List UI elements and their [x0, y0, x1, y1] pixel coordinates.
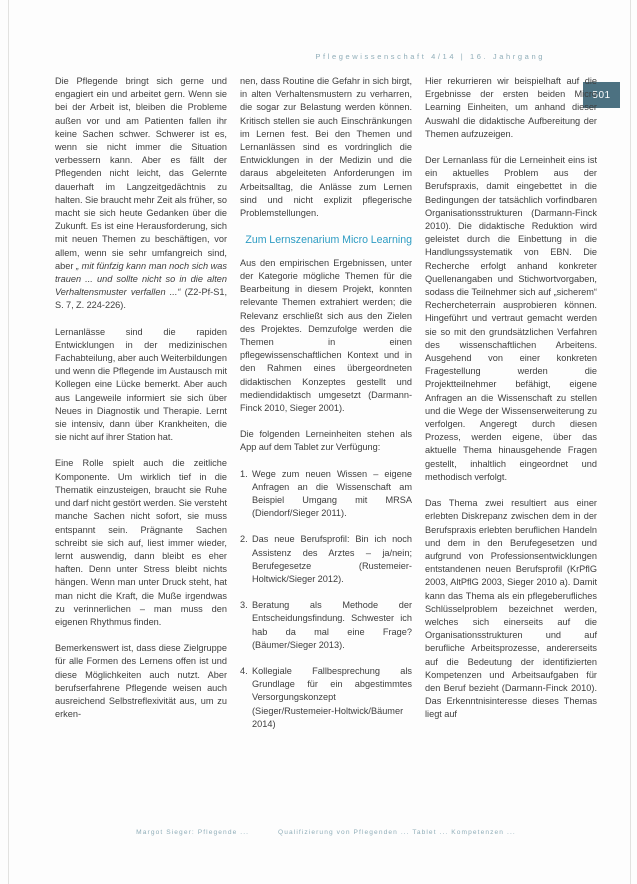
page-edge-right [630, 0, 631, 884]
footer-author: Margot Sieger: Pflegende ... [136, 829, 250, 836]
list-text: Wege zum neuen Wissen – eigene Anfragen an die Wissenschaft am Beispiel Umgang mit MRSA (Diendorf/Sieger 2011). [252, 468, 412, 519]
journal-header: Pflegewissenschaft 4/14 | 16. Jahrgang [315, 52, 545, 61]
list-number: 3. [240, 600, 248, 611]
column-3 [425, 75, 597, 744]
list-number: 4. [240, 666, 248, 677]
list-item-3 [240, 599, 412, 652]
paragraph: Aus den empirischen Ergebnissen, unter der Kategorie mögliche Themen für die Bearbeitung in diesem Projekt, konnten relevante Themen extrahiert werden; die Relevanz erschließt sich aus den Zielen des Projektes. Demzufolge werden die Themen in einen pflegewissenschaftlichen Kontext und in den Rahmen eines übergeordneten didaktischen Konzeptes gestellt und mediendidaktisch umgesetzt (Darmann-Finck 2010, Sieger 2001). [240, 257, 412, 413]
column-1 [55, 75, 227, 744]
list-number: 2. [240, 534, 248, 545]
citation: (Z2-Pf-S1, S. 7, Z. 224-226). [55, 287, 227, 311]
list-text: Das neue Berufsprofil: Bin ich noch Assistenz des Arztes – ja/nein; Berufegesetze (Rustemeier-Holtwick/Sieger 2012). [252, 534, 412, 584]
paragraph: Der Lernanlass für die Lerneinheit eins ist ein aktuelles Problem aus der Berufspraxis, damit eingebettet in die Bedingungen der tatsächlich vorfindbaren Organisationsstrukturen (Darmann-Finck 2010). Die didaktische Reduktion wird geleistet durch die Einbettung in die Handlungssystematik von EBN. Die Recherche erfolgt anhand konkreter Quellenangaben und Stichwortvorgaben, sodass die Teilnehmer sich auf „sicherem“ Rechercheterrain ausprobieren können. Hingeführt und vertraut gemacht werden sie so mit den grundsätzlichen Verfahren des wissenschaftlichen Arbeitens. Ausgehend von einer konkreten Fragestellung werden die Projektteilnehmer befähigt, eigene Anfragen an die Wissenschaft zu stellen und die Wege der Wissenserweiterung zu verfolgen. Angeregt durch diesen Prozess, werden eigene, über das aktuelle Thema hinausgehende Fragen gestellt, inhaltlich eingeordnet und methodisch verfolgt. [425, 155, 597, 482]
list-text: Beratung als Methode der Entscheidungsfindung. Schwester ich hab da mal eine Frage? (Bäumer/Sieger 2013). [252, 600, 412, 650]
paragraph: Bemerkenswert ist, dass diese Zielgruppe für alle Formen des Lernens offen ist und diese Möglichkeiten auch nutzt. Aber berufserfahrene Pflegende weisen auch ausreichend Selbstreflexivität aus, um zu erken- [55, 643, 227, 720]
paragraph [55, 75, 227, 313]
paragraph: Das Thema zwei resultiert aus einer erlebten Diskrepanz zwischen dem in der Berufspraxis erlebten beruflichen Handeln und dem in den Berufegesetzen und aufgrund von Professionsentwicklungen entstandenen neuen Berufsprofil (KrPflG 2003, AltPflG 2003, Sieger 2010 a). Damit kann das Thema als ein pflegeberufliches Schlüsselproblem bezeichnet werden, welches sich einerseits auf die Organisationsstrukturen und auf berufliche Arbeitsprozesse, andererseits auf die Bedeutung der identifizierten Kompetenzen und Arbeitsaufgaben für den Beruf bezieht (Darmann-Finck 2010). Das Erkenntnisinteresse dieses Themas liegt auf [425, 498, 597, 720]
page-edge-left [8, 0, 9, 884]
paragraph: Hier rekurrieren wir beispielhaft auf die Ergebnisse der ersten beiden Micro Learning Einheiten, um anhand dieser Auswahl die didaktische Aufbereitung der Themen aufzuzeigen. [425, 76, 597, 139]
article-body [55, 75, 597, 744]
paragraph: Eine Rolle spielt auch die zeitliche Komponente. Um wirklich tief in die Thematik einzusteigen, braucht sie Ruhe und darf nicht gestört werden. Sie versteht manche Sachen nicht sofort, sie muss entspannt sein. Prägnante Sachen schreibt sie sich auf, liest immer wieder, lernt auswendig, dann bleibt es eher haften. Denn unter Stress bleibt nichts hängen. Wenn man unter Druck steht, hat man nicht die Kraft, die Muße irgendwas zu verinnerlichen – man muss den eigenen Rhythmus finden. [55, 458, 227, 627]
list-text: Kollegiale Fallbesprechung als Grundlage für ein abgestimmtes Versorgungskonzept (Sieger/Rustemeier-Holtwick/Bäumer 2014) [252, 666, 412, 729]
list-number: 1. [240, 468, 248, 479]
page-footer [55, 829, 597, 836]
paragraph: nen, dass Routine die Gefahr in sich birgt, in alten Verhaltensmustern zu verharren, die sogar zur Belastung werden können. Kritisch stellen sie auch Einschränkungen im Lernen fest. Bei den Themen und Lernanlässen sind es vordringlich die Entwicklungen in der Medizin und die daraus abgeleiteten Anforderungen im Arbeitsalltag, die Anlässe zum Lernen sind und nicht explizit pflegerische Problemstellungen. [240, 76, 412, 219]
list-item-2 [240, 533, 412, 586]
paragraph-text: Die Pflegende bringt sich gerne und engagiert ein und arbeitet gern. Wenn sie bei der Arbeit ist, bleiben die Probleme außen vor und am Patienten fallen ihr keine Sachen schwer. Schwerer ist es, wenn sie nicht immer die Situation verbessern kann. Aber es fällt der Pflegenden nicht leicht, das Gelernte dauerhaft im Langzeitgedächtnis zu halten. Sie braucht mehr Zeit als früher, so macht sie sich heute Gedanken über die Zukunft. Es ist eine Herausforderung, sich mit neuen Themen zu beschäftigen, vor allem, wenn sie sehr umfangreich sind, aber [55, 76, 227, 271]
column-2 [240, 75, 412, 744]
footer-title: Qualifizierung von Pflegenden ... Tablet ... Kompetenzen ... [278, 829, 516, 836]
paragraph: Lernanlässe sind die rapiden Entwicklungen in der medizinischen Fachabteilung, aber auch Weiterbildungen und wenn die Pflegende im Austausch mit Kollegen eine Lücke bemerkt. Aber auch aus Langeweile informiert sie sich über Neues in Diagnostik und Therapie. Lernt sie intensiv, dann über Krankheiten, die sie nicht auf ihrer Station hat. [55, 326, 227, 443]
list-item-4 [240, 665, 412, 731]
paragraph: Die folgenden Lerneinheiten stehen als App auf dem Tablet zur Verfügung: [240, 429, 412, 453]
interview-quote: „ mit fünfzig kann man noch sich was trauen ... und sollte nicht so in die alten Verhaltensmuster verfallen ...“ [55, 260, 227, 298]
list-item-1 [240, 468, 412, 521]
page-number: 501 [592, 89, 611, 101]
section-heading-micro-learning: Zum Lernszenarium Micro Learning [245, 234, 412, 247]
